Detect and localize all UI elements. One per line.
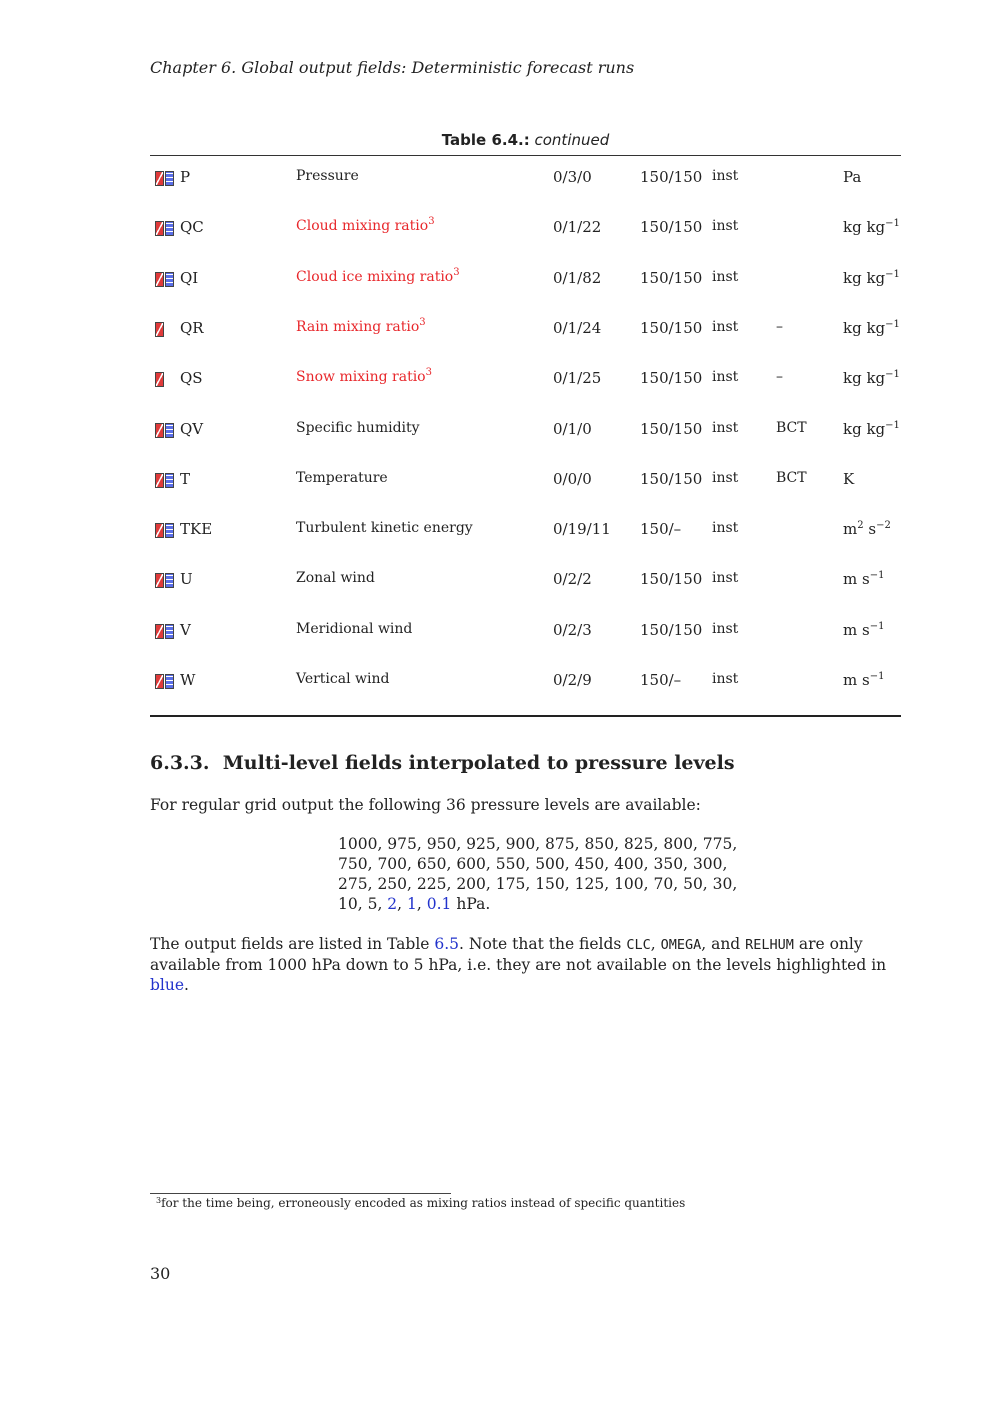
levels: 150/– [640, 671, 682, 689]
unit: m $s^{-1}$ [843, 671, 885, 689]
model-icons [155, 674, 175, 692]
section-title: Multi-level fields interpolated to pressure levels [222, 752, 735, 774]
unit: m $s^{-1}$ [843, 621, 885, 639]
field-relhum: RELHUM [745, 937, 794, 953]
model-icon-red [155, 624, 164, 639]
field-description: Rain mixing ratio$^3$ [296, 317, 426, 335]
field-shortname: T [180, 470, 191, 488]
time-range: inst [712, 470, 739, 486]
table-row [0, 168, 1000, 192]
time-range: inst [712, 621, 739, 637]
time-range: inst [712, 570, 739, 586]
levels: 150/150 [640, 369, 703, 387]
field-shortname: QI [180, 269, 199, 287]
grib-code: 0/1/0 [553, 420, 592, 438]
table-row [0, 319, 1000, 343]
unit: kg $kg^{-1}$ [843, 319, 900, 337]
model-icons [155, 473, 175, 491]
model-icons [155, 573, 175, 591]
grib-code: 0/2/3 [553, 621, 592, 639]
model-icon-red [155, 473, 164, 488]
model-icon-blue [165, 674, 174, 689]
field-description: Pressure [296, 168, 359, 184]
table-ref-link[interactable]: 6.5 [434, 935, 460, 953]
section-note: The output fields are listed in Table 6.5. Note that the fields CLC, OMEGA, and RELHUM are only available from 1000 hPa down to 5 hPa, i.e. they are not available on the levels highlighted in blue. [150, 935, 887, 994]
grib-code: 0/2/2 [553, 570, 592, 588]
running-head: Chapter 6. Global output fields: Deterministic forecast runs [150, 58, 635, 77]
note-text: . [184, 976, 189, 994]
model-icon-blue [165, 171, 174, 186]
model-icon-red [155, 523, 164, 538]
field-shortname: U [180, 570, 193, 588]
unit: K [843, 470, 855, 488]
unit: kg $kg^{-1}$ [843, 218, 900, 236]
field-shortname: QV [180, 420, 204, 438]
model-icon-red [155, 674, 164, 689]
time-range: inst [712, 420, 739, 436]
table-caption-label: Table 6.4.: [441, 131, 530, 149]
table-row [0, 621, 1000, 645]
field-description: Meridional wind [296, 621, 413, 637]
levels: 150/150 [640, 319, 703, 337]
levels-line-last: 10, 5, 2, 1, 0.1 hPa. [338, 895, 491, 913]
model-icon-blue [165, 573, 174, 588]
levels-line: 275, 250, 225, 200, 175, 150, 125, 100, 70, 50, 30, [338, 875, 738, 893]
footnote-ref: 3 [428, 216, 435, 227]
interpolation: BCT [776, 420, 807, 436]
table-row [0, 570, 1000, 594]
table-row [0, 470, 1000, 494]
grib-code: 0/1/24 [553, 319, 602, 337]
model-icon-red [155, 322, 164, 337]
footnote [156, 1196, 685, 1210]
grib-code: 0/1/25 [553, 369, 602, 387]
levels: 150/150 [640, 621, 703, 639]
footnote-ref: 3 [453, 267, 460, 278]
blue-link[interactable]: blue [150, 976, 185, 994]
model-icon-red [155, 573, 164, 588]
level-blue-link[interactable]: 1 [407, 895, 417, 913]
note-text: , and [701, 935, 746, 953]
section-heading [150, 752, 735, 774]
time-range: inst [712, 319, 739, 335]
model-icons [155, 322, 175, 340]
table-row [0, 369, 1000, 393]
time-range: inst [712, 218, 739, 234]
unit: kg $kg^{-1}$ [843, 269, 900, 287]
model-icons [155, 171, 175, 189]
model-icon-blue [165, 523, 174, 538]
levels: 150/150 [640, 269, 703, 287]
footnote-mark: 3 [156, 1196, 162, 1205]
field-shortname: QR [180, 319, 204, 337]
table-row [0, 218, 1000, 242]
note-text: are only available from 1000 hPa down to 5 hPa, i.e. they are not available on the levels highlighted in [150, 935, 887, 974]
interpolation: BCT [776, 470, 807, 486]
grib-code: 0/1/22 [553, 218, 602, 236]
field-description: Snow mixing ratio$^3$ [296, 367, 432, 385]
levels: 150/150 [640, 218, 703, 236]
level-blue-link[interactable]: 2 [387, 895, 398, 913]
table-row [0, 269, 1000, 293]
interpolation: – [776, 369, 783, 385]
field-description: Turbulent kinetic energy [296, 520, 473, 536]
model-icon-red [155, 171, 164, 186]
model-icon-blue [165, 624, 174, 639]
field-shortname: V [180, 621, 191, 639]
table-row [0, 520, 1000, 544]
grib-code: 0/0/0 [553, 470, 592, 488]
section-intro: For regular grid output the following 36 pressure levels are available: [150, 796, 701, 814]
table-bottom-rule [150, 715, 901, 717]
model-icon-blue [165, 221, 174, 236]
page-number: 30 [150, 1264, 171, 1283]
levels-line: 1000, 975, 950, 925, 900, 875, 850, 825, 800, 775, [338, 835, 738, 853]
footnote-ref: 3 [419, 317, 426, 328]
unit: $m^2$ $s^{-2}$ [843, 520, 891, 538]
note-text: The output fields are listed in Table [150, 935, 435, 953]
field-shortname: QC [180, 218, 204, 236]
levels: 150/– [640, 520, 682, 538]
table-top-rule [150, 155, 901, 156]
model-icon-red [155, 372, 164, 387]
section-number: 6.3.3. [150, 752, 210, 774]
unit: m $s^{-1}$ [843, 570, 885, 588]
levels: 150/150 [640, 420, 703, 438]
field-description: Cloud ice mixing ratio$^3$ [296, 267, 460, 285]
field-description: Vertical wind [296, 671, 390, 687]
model-icon-red [155, 272, 164, 287]
footnote-text: for the time being, erroneously encoded as mixing ratios instead of specific quantities [161, 1196, 686, 1210]
grib-code: 0/3/0 [553, 168, 592, 186]
interpolation: – [776, 319, 783, 335]
field-shortname: TKE [180, 520, 213, 538]
model-icons [155, 272, 175, 290]
pressure-levels [338, 834, 738, 914]
model-icon-blue [165, 272, 174, 287]
time-range: inst [712, 369, 739, 385]
model-icon-blue [165, 423, 174, 438]
model-icons [155, 221, 175, 239]
levels-prefix: 10, 5, [338, 895, 388, 913]
levels-unit: hPa. [456, 895, 491, 913]
time-range: inst [712, 671, 739, 687]
time-range: inst [712, 269, 739, 285]
levels: 150/150 [640, 470, 703, 488]
levels: 150/150 [640, 570, 703, 588]
grib-code: 0/2/9 [553, 671, 592, 689]
model-icon-red [155, 423, 164, 438]
field-description: Temperature [296, 470, 388, 486]
unit: Pa [843, 168, 862, 186]
table-caption-text: continued [534, 131, 610, 149]
model-icons [155, 523, 175, 541]
field-shortname: P [180, 168, 191, 186]
field-omega: OMEGA [660, 937, 702, 953]
field-clc: CLC [626, 937, 651, 953]
model-icon-red [155, 221, 164, 236]
levels-line: 750, 700, 650, 600, 550, 500, 450, 400, 350, 300, [338, 855, 728, 873]
field-description: Specific humidity [296, 420, 420, 436]
field-description: Cloud mixing ratio$^3$ [296, 216, 435, 234]
unit: kg $kg^{-1}$ [843, 420, 900, 438]
time-range: inst [712, 168, 739, 184]
field-description: Zonal wind [296, 570, 375, 586]
table-row [0, 420, 1000, 444]
table-caption [150, 131, 901, 149]
field-shortname: QS [180, 369, 203, 387]
time-range: inst [712, 520, 739, 536]
grib-code: 0/19/11 [553, 520, 611, 538]
levels: 150/150 [640, 168, 703, 186]
field-shortname: W [180, 671, 196, 689]
model-icon-blue [165, 473, 174, 488]
table-row [0, 671, 1000, 695]
footnote-ref: 3 [425, 367, 432, 378]
note-text: . Note that the fields [459, 935, 627, 953]
model-icons [155, 372, 175, 390]
grib-code: 0/1/82 [553, 269, 602, 287]
unit: kg $kg^{-1}$ [843, 369, 900, 387]
model-icons [155, 624, 175, 642]
footnote-rule [150, 1193, 451, 1194]
model-icons [155, 423, 175, 441]
level-blue-link[interactable]: 0.1 [426, 895, 452, 913]
